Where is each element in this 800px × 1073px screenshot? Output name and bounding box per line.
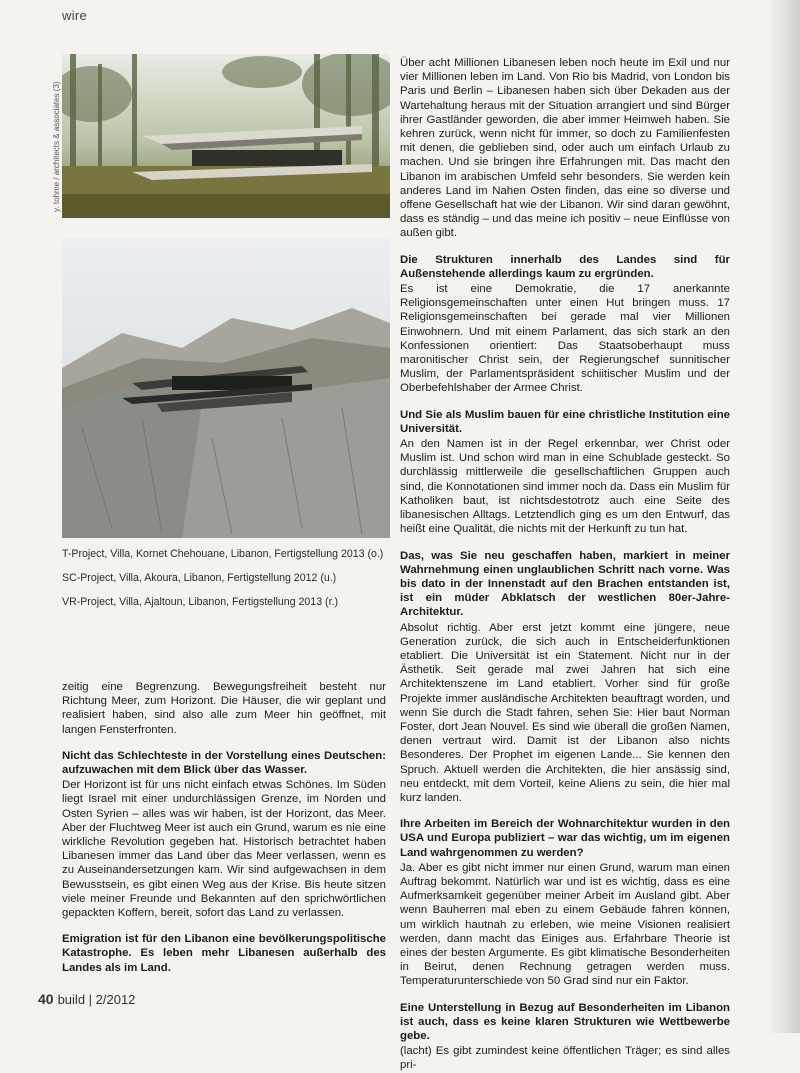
interview-question: Das, was Sie neu geschaffen haben, markiert in meiner Wahrnehmung einen unglaublichen Schritt nach vorne. Was bis dato in der Innenstadt auf den Brachen entstanden ist, ist ein müder Abklatsch der westlichen 80er-Jahre-Architektur.: [400, 549, 730, 619]
answer-paragraph: Es ist eine Demokratie, die 17 anerkannte Religionsgemeinschaften unter einen Hut bringen muss. 17 Religionsgemeinschaften bei gerade mal vier Millionen Einwohnern. Und mit einem Parlament, das sich stark an den Konfessionen orientiert: Das Staatsoberhaupt muss maronitischer Christ sein, der Regierungschef sunnitischer Muslim, der Parlamentspräsident schiitischer Muslim und der Oberbefehlshaber der Armee Christ.: [400, 283, 730, 395]
answer-paragraph: Der Horizont ist für uns nicht einfach etwas Schönes. Im Süden liegt Israel mit einer undurchlässigen Grenze, im Norden und Osten Syrien – alles was wir haben, ist der Horizont, das Meer. Aber der Fluchtweg Meer ist auch ein Grund, warum es nie eine wirkliche Revolution gegeben hat. Historisch betrachtet haben Libanesen immer das Land über das Meer verlassen, wenn es zu Auseinandersetzungen kam. Wir sind aufgewachsen in dem Bewusstsein, es gibt einen Weg aus der Krise. Bis heute sitzen viele meiner Freunde und Bekannten auf den sprichwörtlichen gepackten Koffern, bereit, sofort das Land zu verlassen.: [62, 779, 386, 920]
interview-question: Die Strukturen innerhalb des Landes sind für Außenstehende allerdings kaum zu ergründen.: [400, 253, 730, 280]
answer-paragraph: An den Namen ist in der Regel erkennbar, wer Christ oder Muslim ist. Und schon wird man in eine Schublade gesteckt. So durchlässig mittlerweile die gesellschaftlichen Gruppen auch sind, die Konnotationen sind immer noch da. Dass ein Muslim für Katholiken baut, ist nichtsdestotrotz auch eine Seite des libanesischen Alltags. Letztendlich ging es um den Entwurf, das heißt eine Qualität, die nichts mit der Herkunft zu tun hat.: [400, 438, 730, 536]
photo-forest-villa: [62, 54, 390, 218]
article-column-left: [62, 680, 386, 975]
article-column-right: [400, 56, 730, 1073]
page-number: 40: [38, 991, 54, 1007]
answer-paragraph: zeitig eine Begrenzung. Bewegungsfreiheit besteht nur Richtung Meer, zum Horizont. Die Häuser, die wir geplant und realisiert haben, sind also alle zum Meer hin geöffnet, mit langen Fensterfronten.: [62, 681, 386, 736]
answer-paragraph: Absolut richtig. Aber erst jetzt kommt eine jüngere, neue Generation zurück, die sich auch in Entscheiderfunktionen etabliert. Die Universität ist ein Statement. Nicht nur in der Ästhetik. Seit gerade mal zwei Jahren hat sich eine Architektenszene im Land etabliert. Vorher sind für große Projekte immer ausländische Architekten beauftragt worden, und wenn Sie durch die Stadt fahren, sehen Sie: Hier baut Norman Foster, dort Jean Nouvel. Es sind wie überall die großen Namen, denen vertraut wird. Damit ist der Libanon also nichts Besonderes. Der Prophet im eigenen Lande... Sie kennen den Spruch. Aktuell werden die Architekten, die hier ansässig sind, neu entdeckt, mit dem Vorteil, keine Aliens zu sein, die hier mal kurz landen.: [400, 621, 730, 804]
photo-cliff-villa: [62, 238, 390, 538]
interview-question: Nicht das Schlechteste in der Vorstellung eines Deutschen: aufzuwachen mit dem Blick über das Wasser.: [62, 749, 386, 777]
section-tag: wire: [62, 8, 88, 23]
page-edge-shadow: [766, 0, 800, 1033]
interview-question: Und Sie als Muslim bauen für eine christliche Institution eine Universität.: [400, 408, 730, 435]
answer-paragraph: Ja. Aber es gibt nicht immer nur einen Grund, warum man einen Auftrag bekommt. Natürlich war und ist es wichtig, dass es eine Aufmerksamkeit gegenüber meiner Arbeit im Ausland gibt. Aber wenn Bauherren mal eben zu einem Gebäude fahren können, um wirklich hautnah zu erleben, wie meine Visionen realisiert werden, dann macht das Einiges aus. Erfahrbare Theorie ist eines der besten Argumente. Es gibt klimatische Besonderheiten in Beirut, denen Rechnung getragen werden muss. Temperaturunterschiede von 50 Grad sind nur ein Faktor.: [400, 861, 730, 988]
caption-list: [62, 547, 392, 619]
page-footer: [38, 991, 135, 1007]
interview-question: Ihre Arbeiten im Bereich der Wohnarchitektur wurden in den USA und Europa publiziert – war das wichtig, um im eigenen Land wahrgenommen zu werden?: [400, 818, 730, 859]
interview-question: Eine Unterstellung in Bezug auf Besonderheiten im Libanon ist auch, dass es keine klaren Strukturen wie Wettbewerbe gebe.: [400, 1001, 730, 1042]
caption: VR-Project, Villa, Ajaltoun, Libanon, Fertigstellung 2013 (r.): [62, 596, 338, 608]
photo-credit: y. tohme / architects & associates (3): [52, 81, 61, 212]
caption: SC-Project, Villa, Akoura, Libanon, Fertigstellung 2012 (u.): [62, 572, 337, 584]
interview-question: Emigration ist für den Libanon eine bevölkerungspolitische Katastrophe. Es leben mehr Libanesen außerhalb des Landes als im Land.: [62, 933, 386, 974]
magazine-issue: build | 2/2012: [57, 992, 136, 1007]
answer-paragraph: Über acht Millionen Libanesen leben noch heute im Exil und nur vier Millionen leben im Land. Von Rio bis Madrid, von London bis Paris und Berlin – Libanesen haben sich über Dekaden aus der Wartehaltung heraus mit der Situation arrangiert und sind Bürger ihrer Gastländer geworden, die aber immer Heimweh haben. Sie kehren zurück, wenn nicht für immer, so doch zu Familienfesten mit denen, die geblieben sind, oder auch um einfach Urlaub zu machen. Und sie bringen ihre Erfahrungen mit. Das macht den Libanon im arabischen Umfeld sehr besonders. Sie werden kein anderes Land im Nahen Osten finden, das eine so diverse und offene Gesellschaft hat wie der Libanon. Wir sind daran gewöhnt, dass es ständig – und das meine ich positiv – neue Einflüsse von außen gibt.: [400, 57, 730, 240]
caption: T-Project, Villa, Kornet Chehouane, Libanon, Fertigstellung 2013 (o.): [62, 548, 384, 560]
answer-paragraph: (lacht) Es gibt zumindest keine öffentlichen Träger; es sind alles pri-: [400, 1045, 730, 1072]
